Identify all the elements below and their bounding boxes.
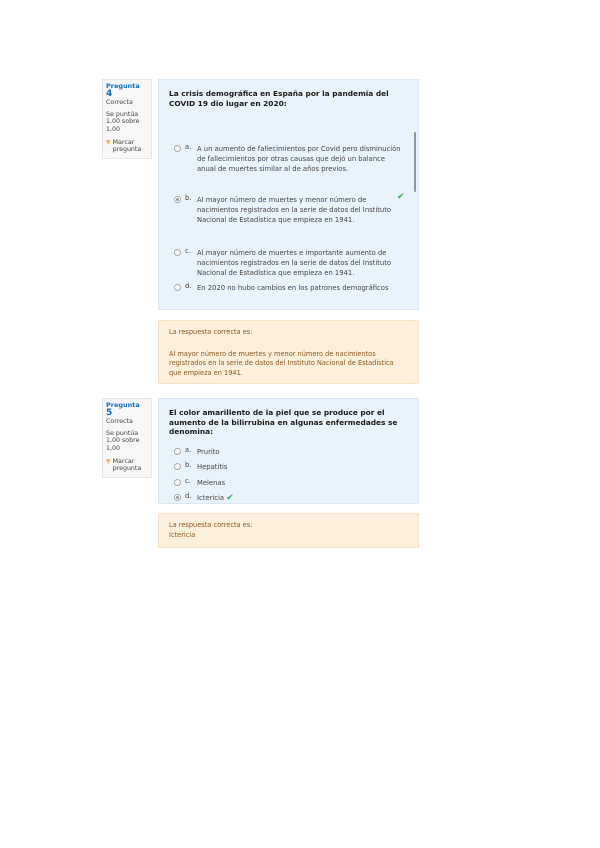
option-letter: b. (185, 460, 192, 469)
question-label: Pregunta (106, 401, 140, 409)
right-answer-feedback-4 (158, 320, 419, 384)
question-formulation-5 (158, 398, 419, 504)
option-text: Hepatitis (197, 462, 228, 471)
question-text: El color amarillento de la piel que se produce por el aumento de la bilirrubina en algunas enfermedades se denomina: (169, 408, 398, 436)
question-info-4 (102, 79, 152, 159)
option-text: Prurito (197, 447, 220, 456)
option-letter: d. (185, 282, 192, 290)
question-text: La crisis demográfica en España por la pandemia del COVID 19 dio lugar en 2020: (169, 89, 389, 108)
option-text: Melenas (197, 478, 226, 487)
correct-check-icon: ✔ (397, 192, 405, 202)
option-text: Al mayor número de muertes e importante aumento de nacimientos registrados en la serie de datos del Instituto Nacional de Estadística que empieza en 1941. (197, 249, 392, 277)
option-text: A un aumento de fallecimientos por Covid pero disminución de fallecimientos por otras causas que dejó un balance anual de muertes similar al de años previos. (197, 145, 401, 173)
radio-d[interactable] (174, 284, 181, 291)
option-letter: a. (185, 445, 192, 454)
right-answer-label: La respuesta correcta es: (169, 521, 253, 529)
scrollbar-thumb[interactable] (414, 132, 416, 192)
right-answer-label: La respuesta correcta es: (169, 328, 253, 336)
question-formulation-4 (158, 79, 419, 310)
right-answer-feedback-5 (158, 513, 419, 548)
option-letter: a. (185, 143, 192, 151)
option-text: En 2020 no hubo cambios en los patrones demográficos (197, 284, 389, 292)
radio-c[interactable] (174, 249, 181, 256)
radio-a[interactable] (174, 145, 181, 152)
flag-question-link[interactable] (106, 458, 148, 473)
flag-icon: ▼ (106, 138, 111, 146)
question-number-value: 4 (106, 88, 113, 99)
question-number (106, 402, 148, 417)
question-number (106, 83, 148, 98)
radio-c[interactable] (174, 479, 181, 486)
flag-question-link[interactable] (106, 139, 148, 154)
radio-d[interactable] (174, 494, 181, 501)
question-info-5 (102, 398, 152, 478)
question-number-value: 5 (106, 407, 113, 418)
option-letter: d. (185, 491, 192, 500)
question-grade: Se puntúa 1,00 sobre 1,00 (106, 110, 140, 133)
option-text (197, 493, 402, 503)
question-label: Pregunta (106, 82, 140, 90)
flag-icon: ▼ (106, 457, 111, 465)
option-text-value: Ictericia (197, 493, 225, 502)
right-answer-text: Al mayor número de muertes y menor número de nacimientos registrados en la serie de datos del Instituto Nacional de Estadística que empieza en 1941. (169, 349, 394, 377)
option-text: Al mayor número de muertes y menor número de nacimientos registrados en la serie de datos del Instituto Nacional de Estadística que empieza en 1941. (197, 196, 392, 224)
radio-b[interactable] (174, 463, 181, 470)
question-state: Correcta (106, 418, 133, 426)
right-answer-text: Ictericia (169, 530, 196, 539)
flag-question-label: Marcar pregunta (112, 457, 142, 473)
question-state: Correcta (106, 99, 133, 107)
option-letter: c. (185, 476, 191, 485)
flag-question-label: Marcar pregunta (112, 138, 142, 154)
option-letter: c. (185, 247, 191, 255)
radio-a[interactable] (174, 448, 181, 455)
answer-options (169, 437, 408, 507)
correct-check-icon: ✔ (226, 492, 234, 503)
radio-b[interactable] (174, 196, 181, 203)
option-letter: b. (185, 194, 192, 202)
question-grade: Se puntúa 1,00 sobre 1,00 (106, 429, 140, 452)
answer-options (169, 108, 408, 298)
